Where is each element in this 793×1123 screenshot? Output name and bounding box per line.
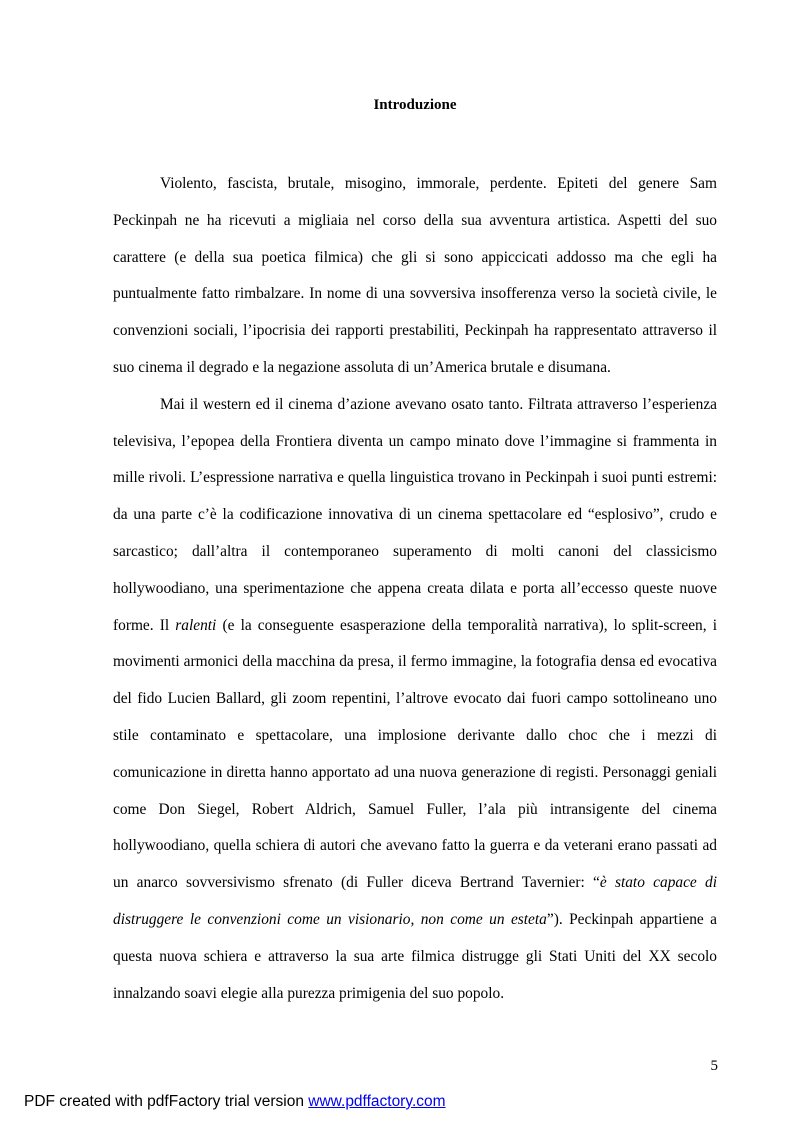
paragraph-2-part-3: ”). Peckinpah appartiene a questa nuova schiera e attraverso la sua arte filmica distrugge gli Stati Uniti del XX secolo innalzando soavi elegie alla purezza primigenia del suo popolo. [113,910,717,1002]
pdffactory-link[interactable]: www.pdffactory.com [308,1093,446,1110]
italic-quote-tavernier: è stato capace di distruggere le convenzioni come un visionario, non come un esteta [113,874,717,928]
paragraph-2 [113,387,717,1013]
page-number: 5 [710,1058,718,1074]
footer-text: PDF created with pdfFactory trial version [24,1093,309,1110]
pdf-footer [24,1093,446,1111]
paragraph-2-part-2: (e la conseguente esasperazione della temporalità narrativa), lo split-screen, i movimenti armonici della macchina da presa, il fermo immagine, la fotografia densa ed evocativa del fido Lucien Ballard, gli zoom repentini, l’altrove evocato dai fuori campo sottolineano uno stile contaminato e spettacolare, una implosione derivante dallo choc che i mezzi di comunicazione in diretta hanno apportato ad una nuova generazione di registi. Personaggi geniali come Don Siegel, Robert Aldrich, Samuel Fuller, l’ala più intransigente del cinema hollywoodiano, quella schiera di autori che avevano fatto la guerra e da veterani erano passati ad un anarco sovversivismo sfrenato (di Fuller diceva Bertrand Tavernier: “ [113,616,717,892]
italic-term-ralenti: ralenti [175,616,217,634]
body-text [113,166,717,1012]
page-title: Introduzione [373,97,457,113]
paragraph-1: Violento, fascista, brutale, misogino, immorale, perdente. Epiteti del genere Sam Peckinpah ne ha ricevuti a migliaia nel corso della sua avventura artistica. Aspetti del suo carattere (e della sua poetica filmica) che gli si sono appiccicati addosso ma che egli ha puntualmente fatto rimbalzare. In nome di una sovversiva insofferenza verso la società civile, le convenzioni sociali, l’ipocrisia dei rapporti prestabiliti, Peckinpah ha rappresentato attraverso il suo cinema il degrado e la negazione assoluta di un’America brutale e disumana. [113,175,717,376]
paragraph-2-part-1: Mai il western ed il cinema d’azione avevano osato tanto. Filtrata attraverso l’esperienza televisiva, l’epopea della Frontiera diventa un campo minato dove l’immagine si frammenta in mille rivoli. L’espressione narrativa e quella linguistica trovano in Peckinpah i suoi punti estremi: da una parte c’è la codificazione innovativa di un cinema spettacolare ed “esplosivo”, crudo e sarcastico; dall’altra il contemporaneo superamento di molti canoni del classicismo hollywoodiano, una sperimentazione che appena creata dilata e porta all’eccesso queste nuove forme. Il [113,395,717,634]
